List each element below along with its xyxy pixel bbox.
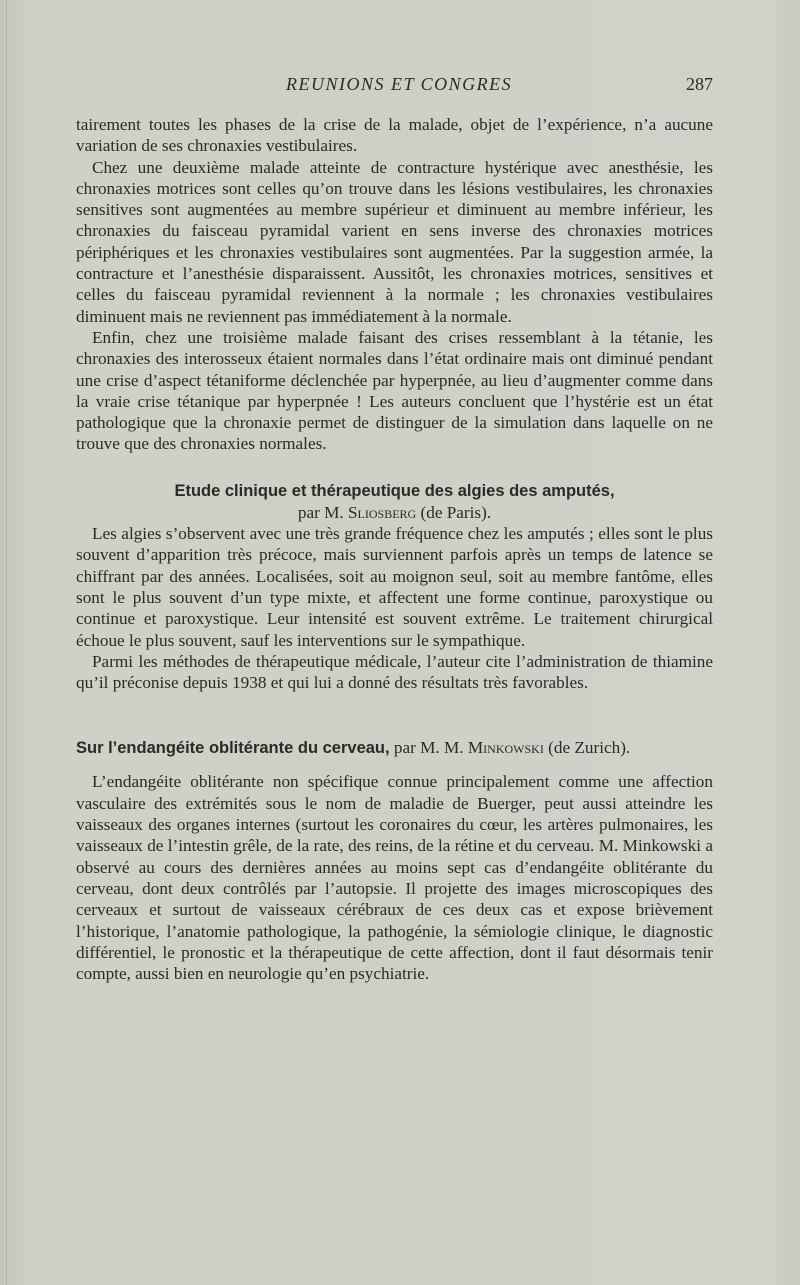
paragraph: Parmi les méthodes de thérapeutique médicale, l’auteur cite l’administration de thiamine qu’il préconise depuis 1938 et qui lui a donné des résultats très favorables. — [76, 651, 713, 693]
paragraph-continuation: tairement toutes les phases de la crise de la malade, objet de l’expérience, n’a aucune variation de ses chronaxies vestibulaires. — [76, 115, 713, 156]
running-title: REUNIONS ET CONGRES — [286, 74, 513, 94]
article-body — [76, 114, 713, 984]
page-number: 287 — [686, 74, 713, 94]
byline-suffix: (de Paris). — [416, 502, 492, 522]
section-title-amputes: Etude clinique et thérapeutique des algies des amputés, — [174, 481, 615, 500]
byline-author: Minkowski — [467, 738, 544, 758]
page-edge-shadow — [6, 0, 7, 1285]
paragraph: Enfin, chez une troisième malade faisant des crises ressemblant à la tétanie, les chronaxies des interosseux étaient normales dans l’état ordinaire mais ont diminué pendant une crise d’aspect tétaniforme déclenchée par hyperpnée, au lieu d’augmenter comme dans la vraie crise tétanique par hyperpnée ! Les auteurs concluent que l’hystérie est un état pathologique que la chronaxie permet de distinguer de la simulation dans laquelle on ne trouve que des chronaxies normales. — [76, 327, 713, 454]
section-title-endangeite — [76, 737, 713, 759]
paragraph: L’endangéite oblitérante non spécifique connue principalement comme une affection vasculaire des extrémités sous le nom de maladie de Buerger, peut aussi atteindre les vaisseaux des organes internes (surtout les coronaires du cœur, les artères pulmonaires, les vaisseaux de l’intestin grêle, de la rate, des reins, de la rétine et du cerveau. M. Minkowski a observé au cours des dernières années au moins sept cas d’endangéite oblitérante du cerveau, dont deux contrôlés par l’autopsie. Il projette des images microscopiques des cerveaux et surtout de vaisseaux cérébraux de ces deux cas et expose brièvement l’historique, l’anatomie pathologique, la pathogénie, la sémiologie clinique, le diagnostic différentiel, le pronostic et la thérapeutique de cette affection, dont il faut désormais tenir compte, aussi bien en neurologie qu’en psychiatrie. — [76, 772, 713, 984]
byline-suffix: (de Zurich). — [543, 738, 631, 758]
byline-author: Sliosberg — [347, 502, 417, 522]
paragraph: Chez une deuxième malade atteinte de contracture hystérique avec anesthésie, les chronaxies motrices sont celles qu’on trouve dans les lésions vestibulaires, les chronaxies sensitives sont augmentées au membre supérieur et diminuent au membre inférieur, les chronaxies du faisceau pyramidal varient en sens inverse des chronaxies motrices périphériques et les chronaxies vestibulaires sont augmentées. Par la suggestion armée, la contracture et l’anesthésie disparaissent. Aussitôt, les chronaxies motrices, sensitives et celles du faisceau pyramidal reviennent à la normale ; les chronaxies vestibulaires diminuent mais ne reviennent pas immédiatement à la normale. — [76, 157, 713, 326]
byline-prefix: par M. M. — [389, 738, 468, 758]
page-header — [76, 74, 713, 98]
paragraph: Les algies s’observent avec une très grande fréquence chez les amputés ; elles sont le plus souvent d’apparition très précoce, mais surviennent parfois après un temps de latence se chiffrant par des années. Localisées, soit au moignon seul, soit au membre fantôme, elles sont le plus souvent d’un type mixte, et affectent une forme continue, paroxystique ou continue et paroxystique. Leur intensité est souvent extrême. Le traitement chirurgical échoue le plus souvent, sauf les interventions sur le sympathique. — [76, 524, 713, 650]
section-title-text: Sur l’endangéite oblitérante du cerveau, — [76, 739, 390, 758]
byline-prefix: par M. — [297, 502, 348, 522]
section-byline — [76, 502, 713, 523]
